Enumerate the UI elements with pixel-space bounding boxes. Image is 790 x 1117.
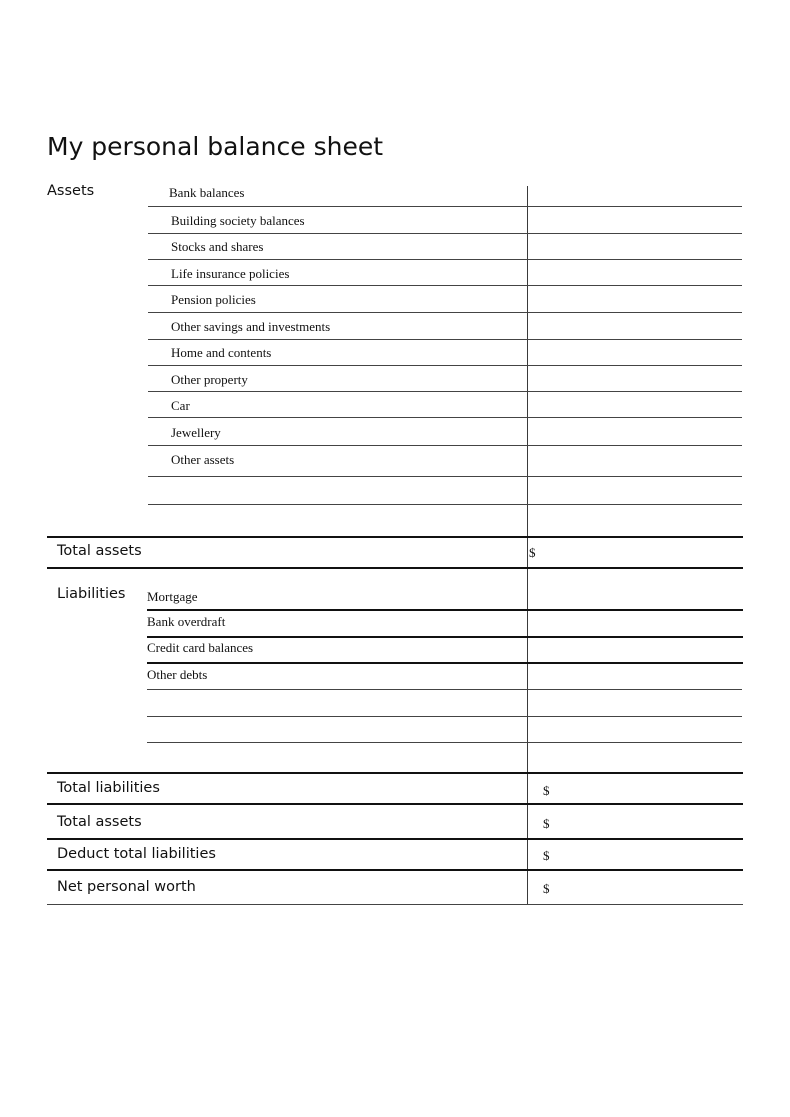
row-line [148,312,742,313]
row-line [148,365,742,366]
row-line [147,742,742,743]
row-line [148,206,742,207]
asset-item-building-society: Building society balances [171,213,305,228]
asset-item-life-insurance: Life insurance policies [171,266,290,281]
row-line [147,716,742,717]
liability-item-mortgage: Mortgage [147,589,198,604]
row-line [147,609,743,611]
row-line [148,233,742,234]
asset-item-other-savings: Other savings and investments [171,319,331,334]
deduct-liabilities-label: Deduct total liabilities [57,846,216,862]
total-assets-currency: $ [529,545,536,560]
asset-item-bank-balances: Bank balances [169,185,245,200]
assets-heading: Assets [47,183,95,199]
row-line [148,445,742,446]
liability-item-overdraft: Bank overdraft [147,614,226,629]
net-worth-label: Net personal worth [57,879,196,895]
page-title: My personal balance sheet [47,132,384,161]
total-liabilities-label: Total liabilities [57,780,160,796]
asset-item-pension: Pension policies [171,292,256,307]
asset-item-other-assets: Other assets [171,452,235,467]
liabilities-heading: Liabilities [57,586,126,602]
row-line [147,636,743,638]
column-divider [527,186,528,905]
row-line [147,662,743,664]
row-line [148,417,742,418]
section-rule [47,536,743,538]
row-line [148,391,742,392]
row-line [148,339,742,340]
total-liabilities-currency: $ [543,783,550,798]
bottom-rule [47,904,743,905]
section-rule [47,772,743,774]
row-line [148,476,742,477]
section-rule [47,567,743,569]
row-line [148,285,742,286]
row-line [147,689,742,690]
deduct-liabilities-currency: $ [543,848,550,863]
asset-item-car: Car [171,398,190,413]
asset-item-other-property: Other property [171,372,248,387]
asset-item-stocks: Stocks and shares [171,239,264,254]
summary-total-assets-currency: $ [543,816,550,831]
section-rule [47,803,743,805]
total-assets-label: Total assets [57,543,142,559]
asset-item-home: Home and contents [171,345,272,360]
section-rule [47,869,743,871]
net-worth-currency: $ [543,881,550,896]
section-rule [47,838,743,840]
asset-item-jewellery: Jewellery [171,425,221,440]
summary-total-assets-label: Total assets [57,814,142,830]
liability-item-credit-card: Credit card balances [147,640,254,655]
row-line [148,259,742,260]
row-line [148,504,742,505]
liability-item-other-debts: Other debts [147,667,208,682]
